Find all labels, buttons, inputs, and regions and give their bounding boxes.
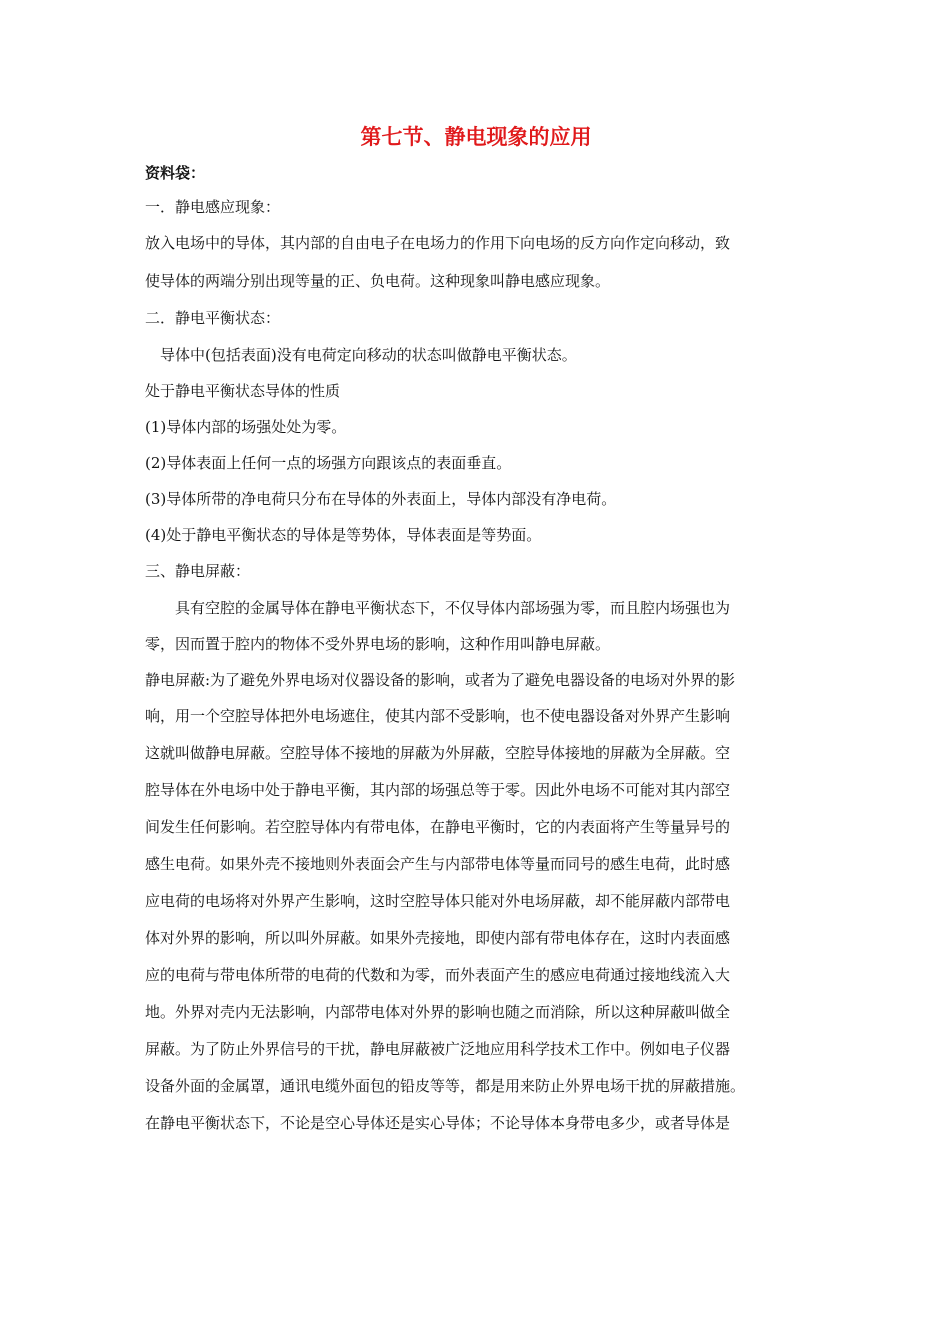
section-2-definition: 导体中(包括表面)没有电荷定向移动的状态叫做静电平衡状态。 [160,346,577,364]
section-3-heading: 三、静电屏蔽： [145,562,251,580]
shielding-paragraph-line: 地。外界对壳内无法影响，内部带电体对外界的影响也随之而消除，所以这种屏蔽叫做全 [145,1003,731,1021]
section-1-line: 放入电场中的导体，其内部的自由电子在电场力的作用下向电场的反方向作定向移动，致 [145,234,731,252]
shielding-paragraph-line: 应的电荷与带电体所带的电荷的代数和为零，而外表面产生的感应电荷通过接地线流入大 [145,966,731,984]
shielding-paragraph-line: 在静电平衡状态下，不论是空心导体还是实心导体；不论导体本身带电多少，或者导体是 [145,1114,731,1132]
section-1-line: 使导体的两端分别出现等量的正、负电荷。这种现象叫静电感应现象。 [145,272,611,290]
shielding-paragraph-line: 屏蔽。为了防止外界信号的干扰，静电屏蔽被广泛地应用科学技术工作中。例如电子仪器 [145,1040,731,1058]
document-page [145,118,807,1142]
shielding-paragraph-line: 感生电荷。如果外壳不接地则外表面会产生与内部带电体等量而同号的感生电荷，此时感 [145,855,731,873]
shielding-paragraph-line: 腔导体在外电场中处于静电平衡，其内部的场强总等于零。因此外电场不可能对其内部空 [145,781,731,799]
shielding-paragraph-line: 体对外界的影响，所以叫外屏蔽。如果外壳接地，即使内部有带电体存在，这时内表面感 [145,929,731,947]
section-2-properties-heading: 处于静电平衡状态导体的性质 [145,382,341,400]
ziliao-label: 资料袋： [145,164,206,182]
shielding-paragraph-line: 间发生任何影响。若空腔导体内有带电体，在静电平衡时，它的内表面将产生等量异号的 [145,818,731,836]
shielding-paragraph-line: 设备外面的金属罩，通讯电缆外面包的铅皮等等，都是用来防止外界电场干扰的屏蔽措施。 [145,1077,746,1095]
property-item: (1)导体内部的场强处处为零。 [145,418,347,436]
shielding-paragraph-line: 这就叫做静电屏蔽。空腔导体不接地的屏蔽为外屏蔽，空腔导体接地的屏蔽为全屏蔽。空 [145,744,731,762]
page-title: 第七节、静电现象的应用 [360,125,592,149]
property-item: (4)处于静电平衡状态的导体是等势体，导体表面是等势面。 [145,526,542,544]
shielding-paragraph-line: 静电屏蔽:为了避免外界电场对仪器设备的影响，或者为了避免电器设备的电场对外界的影 [145,671,736,689]
shielding-paragraph-line: 响，用一个空腔导体把外电场遮住，使其内部不受影响，也不使电器设备对外界产生影响 [145,707,731,725]
shielding-paragraph-line: 应电荷的电场将对外界产生影响，这时空腔导体只能对外电场屏蔽，却不能屏蔽内部带电 [145,892,731,910]
section-2-heading: 二．静电平衡状态： [145,309,281,327]
property-item: (3)导体所带的净电荷只分布在导体的外表面上，导体内部没有净电荷。 [145,490,617,508]
section-3-paragraph-line: 具有空腔的金属导体在静电平衡状态下，不仅导体内部场强为零，而且腔内场强也为 [175,599,731,617]
property-item: (2)导体表面上任何一点的场强方向跟该点的表面垂直。 [145,454,512,472]
section-1-heading: 一．静电感应现象： [145,198,281,216]
section-3-paragraph-line: 零，因而置于腔内的物体不受外界电场的影响，这种作用叫静电屏蔽。 [145,635,611,653]
